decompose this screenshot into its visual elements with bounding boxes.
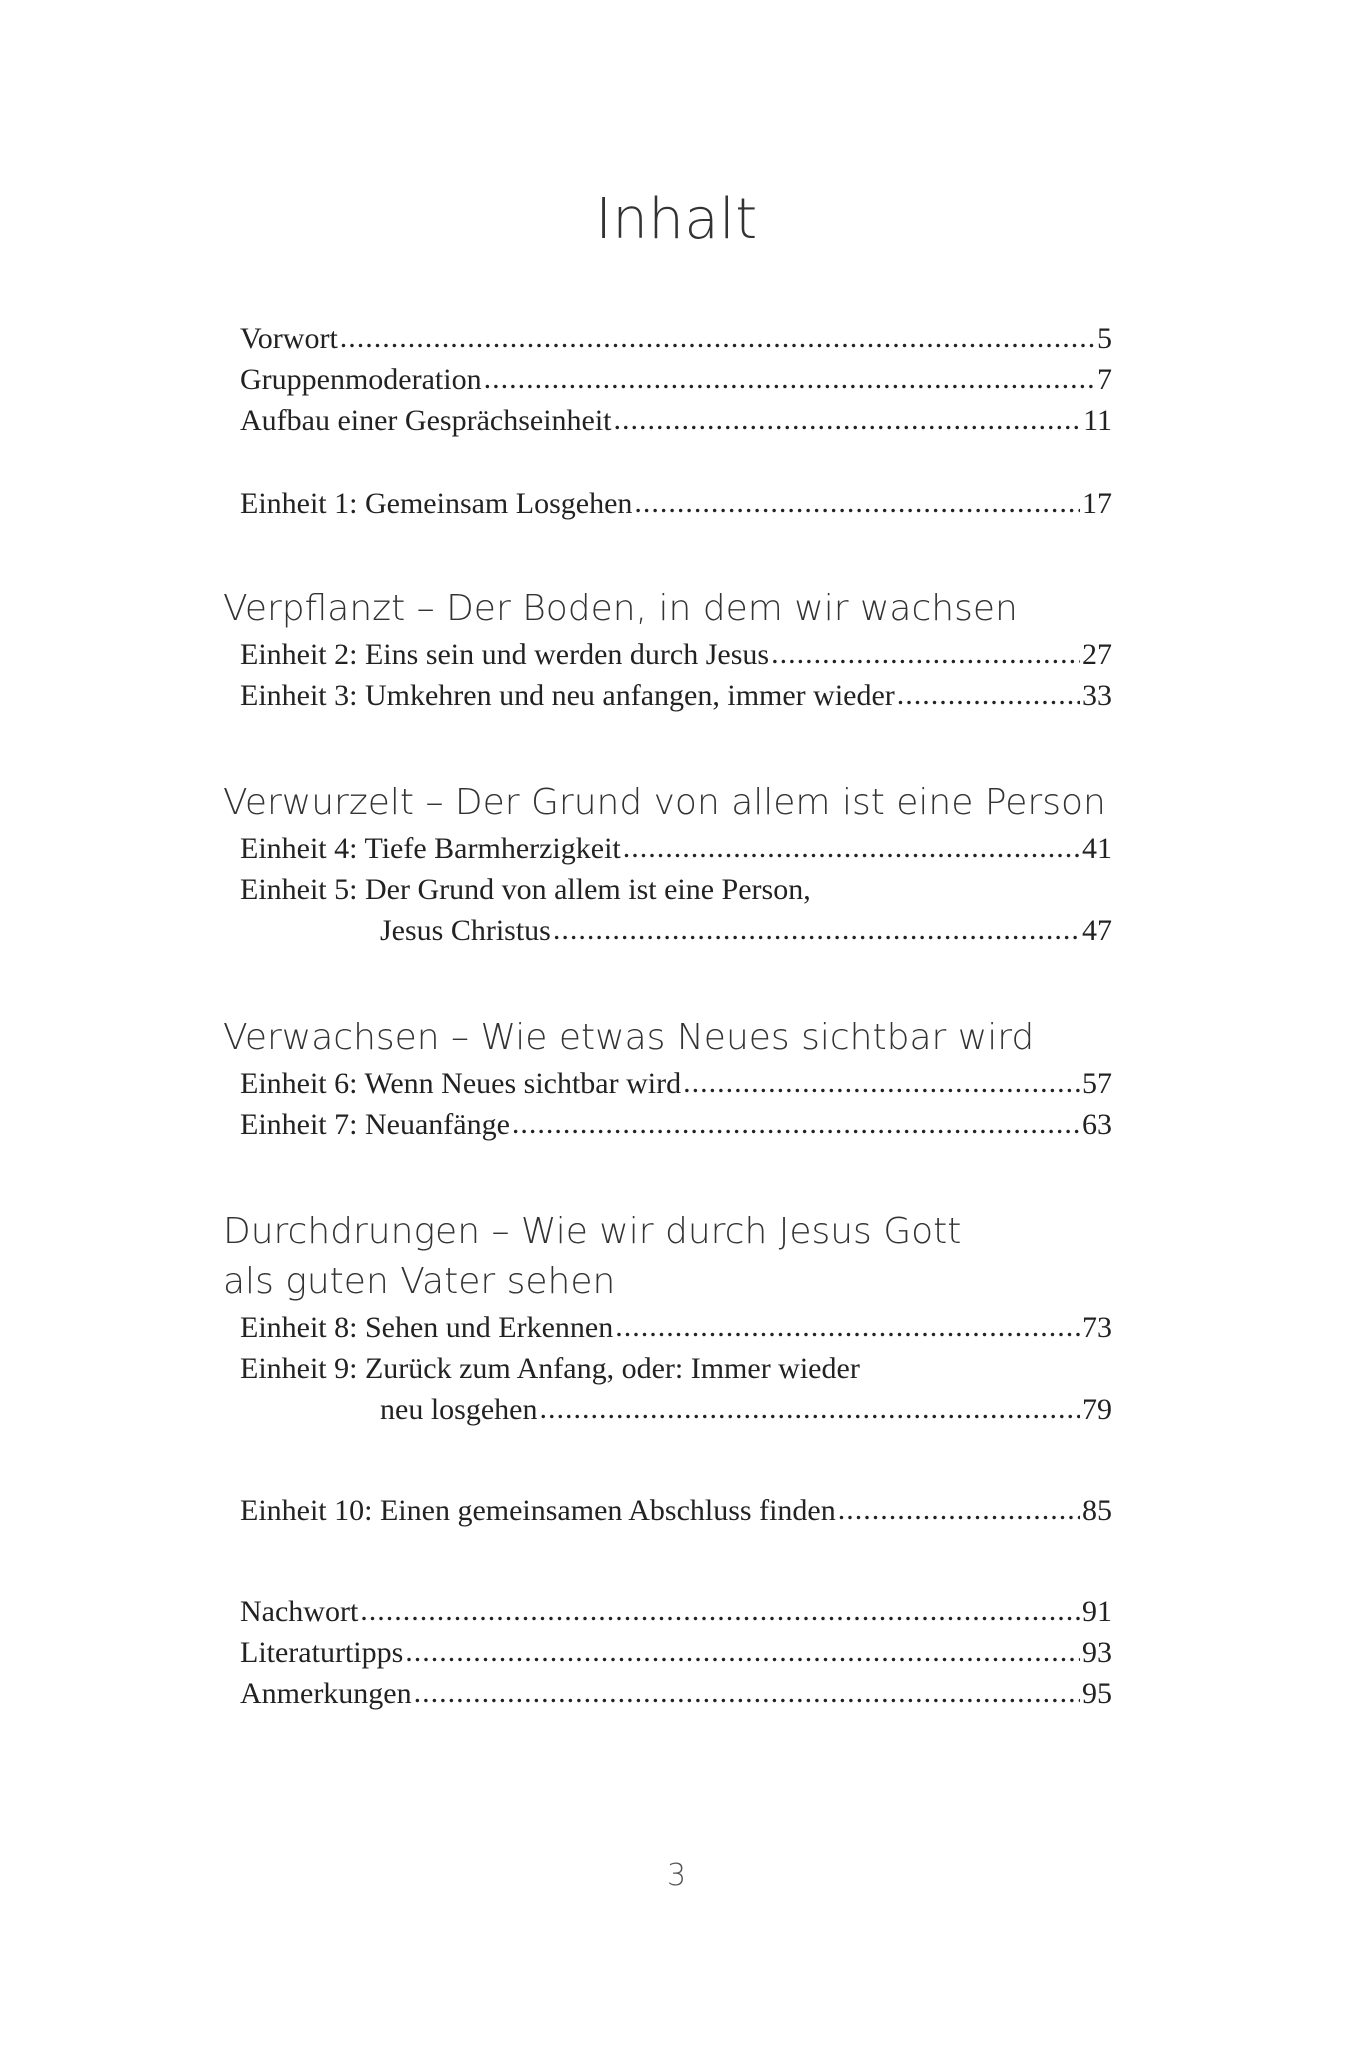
- leader-dots: [897, 674, 1080, 715]
- toc-entry-aufbau: [240, 400, 1112, 441]
- toc-entry-page: 47: [1082, 914, 1112, 947]
- leader-dots: [340, 317, 1095, 358]
- toc-entry-label: Einheit 10: Einen gemeinsamen Abschluss finden: [240, 1494, 836, 1527]
- toc-entry-label: Aufbau einer Gesprächseinheit: [240, 404, 612, 437]
- toc-entry-label: Einheit 2: Eins sein und werden durch Jesus: [240, 638, 770, 671]
- toc-entry-page: 11: [1083, 404, 1112, 437]
- toc-entry-label: Anmerkungen: [240, 1677, 412, 1710]
- toc-entry-page: 41: [1082, 832, 1112, 865]
- toc-entry-einheit-10: [240, 1490, 1112, 1531]
- leader-dots: [539, 1388, 1080, 1429]
- toc-entry-label: Einheit 8: Sehen und Erkennen: [240, 1311, 614, 1344]
- spacer: [240, 1430, 1112, 1490]
- toc-entry-label: Einheit 3: Umkehren und neu anfangen, immer wieder: [240, 679, 895, 712]
- leader-dots: [405, 1631, 1080, 1672]
- leader-dots: [771, 633, 1080, 674]
- toc-entry-einheit-6: [240, 1063, 1112, 1104]
- spacer: [240, 1145, 1112, 1207]
- toc-entry-gruppenmoderation: [240, 359, 1112, 400]
- toc-entry-page: 5: [1097, 322, 1112, 355]
- toc-entry-page: 63: [1082, 1108, 1112, 1141]
- section-heading-verpflanzt: Verpflanzt – Der Boden, in dem wir wachsen: [223, 588, 1018, 629]
- section-heading-verwurzelt: Verwurzelt – Der Grund von allem ist eine Person: [223, 782, 1106, 823]
- section-heading-verwachsen: Verwachsen – Wie etwas Neues sichtbar wird: [223, 1017, 1035, 1058]
- toc-entry-page: 95: [1082, 1677, 1112, 1710]
- toc-entry-page: 27: [1082, 638, 1112, 671]
- toc-entry-page: 85: [1082, 1494, 1112, 1527]
- toc-entry-einheit-9-line2: [240, 1389, 1112, 1430]
- toc-entry-label: neu losgehen: [380, 1393, 538, 1426]
- leader-dots: [683, 1062, 1080, 1103]
- leader-dots: [634, 482, 1080, 523]
- spacer: [240, 951, 1112, 1013]
- toc-entry-page: 17: [1082, 487, 1112, 520]
- toc-entry-einheit-4: [240, 828, 1112, 869]
- spacer: [240, 716, 1112, 778]
- toc-entry-page: 33: [1082, 679, 1112, 712]
- toc-entry-page: 91: [1082, 1595, 1112, 1628]
- spacer: [240, 524, 1112, 584]
- toc-entry-anmerkungen: [240, 1673, 1112, 1714]
- toc-entry-einheit-7: [240, 1104, 1112, 1145]
- leader-dots: [484, 358, 1095, 399]
- toc-entry-label: Jesus Christus: [380, 914, 551, 947]
- toc-entry-nachwort: [240, 1591, 1112, 1632]
- toc-entry-einheit-5-line1: Einheit 5: Der Grund von allem ist eine Person,: [240, 873, 811, 906]
- page-title: Inhalt: [595, 187, 758, 252]
- toc-entry-einheit-3: [240, 675, 1112, 716]
- toc-entry-page: 93: [1082, 1636, 1112, 1669]
- leader-dots: [553, 909, 1080, 950]
- toc-entry-label: Literaturtipps: [240, 1636, 404, 1669]
- toc-entry-page: 79: [1082, 1393, 1112, 1426]
- toc-entry-page: 73: [1082, 1311, 1112, 1344]
- toc-entry-einheit-1: [240, 483, 1112, 524]
- leader-dots: [512, 1103, 1080, 1144]
- leader-dots: [414, 1672, 1080, 1713]
- toc-entry-label: Einheit 1: Gemeinsam Losgehen: [240, 487, 633, 520]
- leader-dots: [623, 827, 1080, 868]
- toc-entry-einheit-9-line1: Einheit 9: Zurück zum Anfang, oder: Immer wieder: [240, 1352, 860, 1385]
- toc-entry-label: Einheit 7: Neuanfänge: [240, 1108, 510, 1141]
- section-heading-durchdrungen-line1: Durchdrungen – Wie wir durch Jesus Gott: [223, 1211, 962, 1252]
- leader-dots: [615, 1306, 1080, 1347]
- toc-entry-literaturtipps: [240, 1632, 1112, 1673]
- page-number: 3: [666, 1858, 687, 1893]
- toc-entry-label: Nachwort: [240, 1595, 359, 1628]
- toc-entry-einheit-8: [240, 1307, 1112, 1348]
- toc-entry-label: Einheit 4: Tiefe Barmherzigkeit: [240, 832, 621, 865]
- section-heading-durchdrungen-line2: als guten Vater sehen: [223, 1261, 616, 1302]
- leader-dots: [360, 1590, 1080, 1631]
- toc-entry-einheit-5-line2: [240, 910, 1112, 951]
- toc-entry-label: Einheit 6: Wenn Neues sichtbar wird: [240, 1067, 682, 1100]
- spacer: [240, 441, 1112, 483]
- table-of-contents: [223, 318, 1112, 1714]
- leader-dots: [614, 399, 1082, 440]
- spacer: [240, 1531, 1112, 1591]
- toc-entry-page: 7: [1097, 363, 1112, 396]
- leader-dots: [838, 1489, 1080, 1530]
- toc-entry-label: Vorwort: [240, 322, 338, 355]
- toc-entry-page: 57: [1082, 1067, 1112, 1100]
- toc-entry-label: Gruppenmoderation: [240, 363, 482, 396]
- toc-entry-vorwort: [240, 318, 1112, 359]
- toc-entry-einheit-2: [240, 634, 1112, 675]
